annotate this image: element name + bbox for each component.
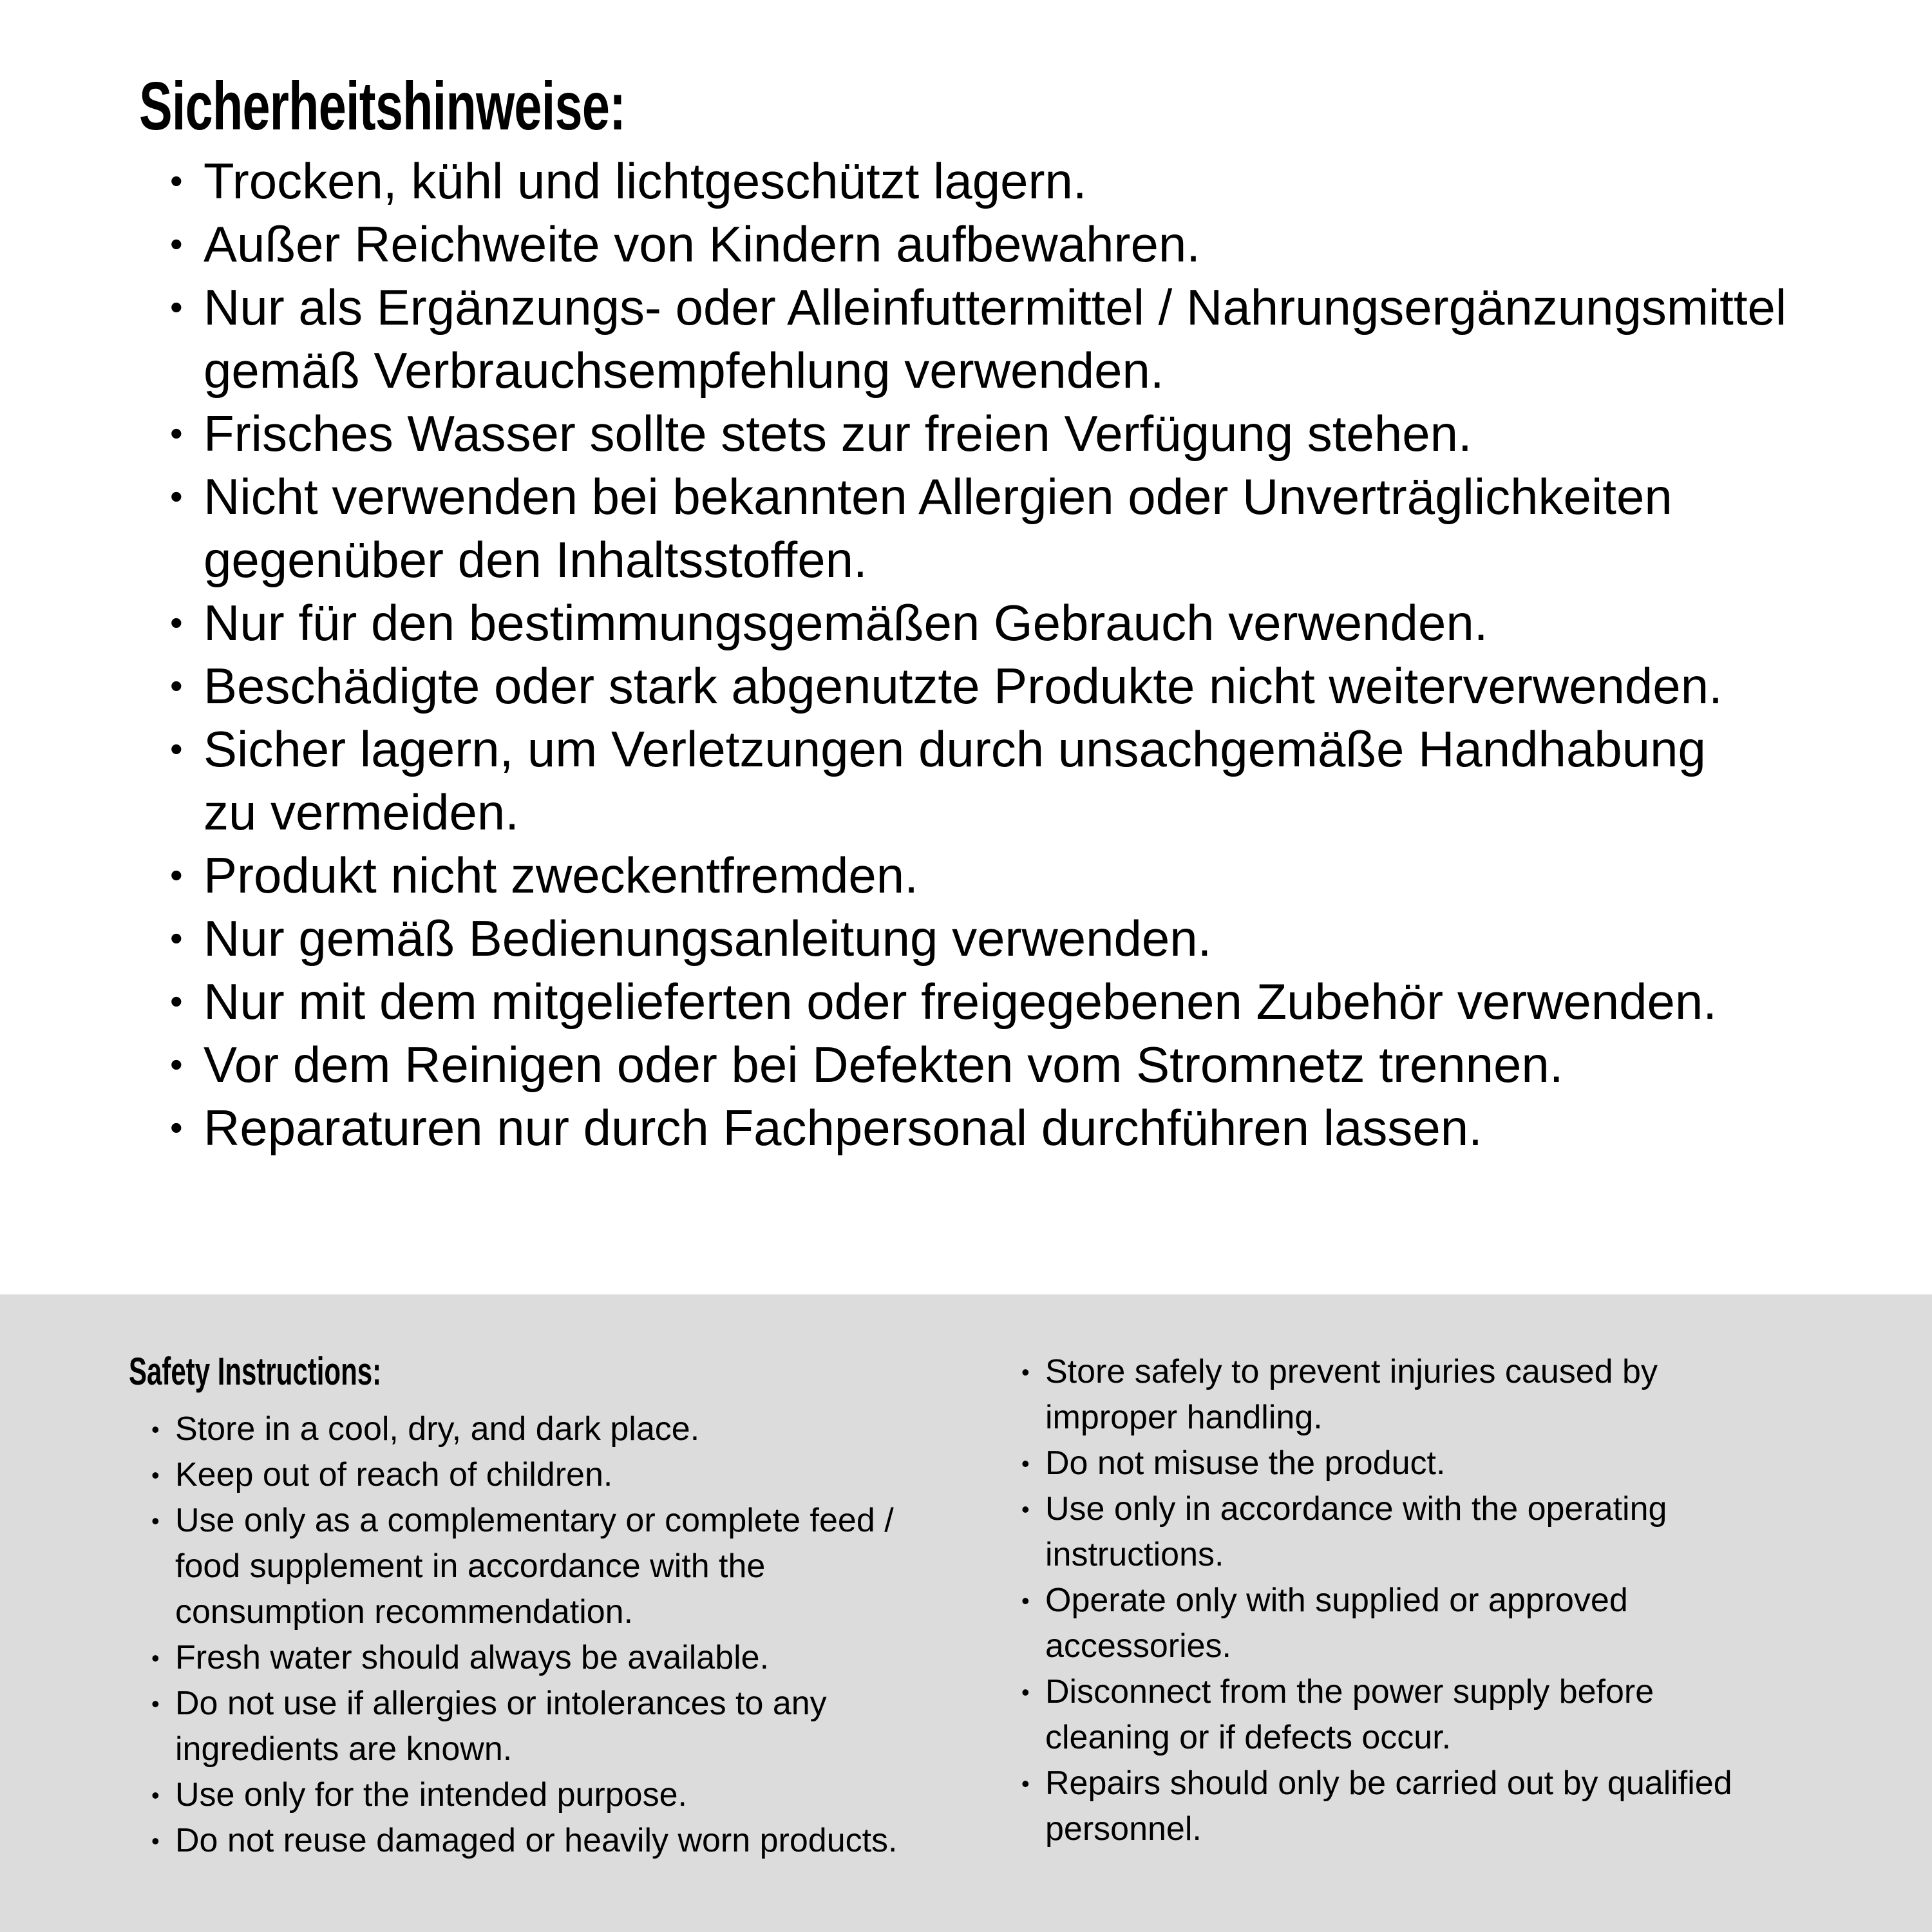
bullet-marker: •: [170, 728, 183, 769]
list-item: [151, 1772, 1018, 1818]
list-item: [170, 591, 1786, 654]
text-line: Operate only with supplied or approved: [1045, 1582, 1628, 1619]
list-item-text: [204, 591, 1488, 654]
list-item: [151, 1681, 1018, 1772]
text-line: Store safely to prevent injuries caused by: [1045, 1353, 1658, 1390]
bullet-marker: •: [151, 1462, 160, 1488]
text-line: instructions.: [1045, 1536, 1224, 1573]
list-item: [170, 465, 1786, 591]
bullet-marker: •: [170, 855, 183, 895]
text-line: Fresh water should always be available.: [175, 1639, 770, 1676]
list-item: [170, 213, 1786, 276]
bullet-marker: •: [151, 1828, 160, 1854]
bullet-marker: •: [151, 1508, 160, 1534]
list-item: [1021, 1761, 1910, 1852]
text-line: Reparaturen nur durch Fachpersonal durchführen lassen.: [204, 1099, 1482, 1156]
text-line: gegenüber den Inhaltsstoffen.: [204, 531, 867, 588]
bullet-marker: •: [170, 981, 183, 1021]
list-item: [170, 1096, 1786, 1159]
bullet-marker: •: [170, 476, 183, 516]
bullet-marker: •: [1021, 1679, 1030, 1705]
bullet-marker: •: [170, 918, 183, 958]
text-line: improper handling.: [1045, 1399, 1323, 1436]
list-item: [170, 402, 1786, 465]
list-item: [1021, 1578, 1910, 1669]
bullet-marker: •: [151, 1416, 160, 1443]
list-item-text: [1045, 1349, 1658, 1441]
list-item-text: [204, 717, 1706, 844]
text-line: ingredients are known.: [175, 1730, 513, 1768]
list-item: [151, 1406, 1018, 1452]
bullet-marker: •: [170, 602, 183, 643]
list-item-text: [204, 149, 1087, 213]
text-line: Sicher lagern, um Verletzungen durch unsachgemäße Handhabung: [204, 721, 1706, 777]
list-item-text: [204, 1096, 1482, 1159]
list-item-text: [175, 1635, 769, 1681]
bullet-marker: •: [170, 160, 183, 201]
bullet-marker: •: [151, 1690, 160, 1717]
text-line: Nicht verwenden bei bekannten Allergien oder Unverträglichkeiten: [204, 468, 1672, 525]
text-line: Disconnect from the power supply before: [1045, 1673, 1654, 1710]
list-item: [1021, 1349, 1910, 1441]
list-item: [151, 1818, 1018, 1864]
text-line: Use only for the intended purpose.: [175, 1776, 687, 1814]
list-item-text: [204, 1033, 1563, 1096]
bullet-marker: •: [170, 1107, 183, 1148]
bullet-marker: •: [170, 413, 183, 453]
text-line: Vor dem Reinigen oder bei Defekten vom Stromnetz trennen.: [204, 1036, 1564, 1093]
bullet-marker: •: [170, 1044, 183, 1084]
text-line: Do not reuse damaged or heavily worn products.: [175, 1822, 898, 1859]
list-item-text: [175, 1452, 612, 1498]
text-line: accessories.: [1045, 1627, 1231, 1665]
text-line: Store in a cool, dry, and dark place.: [175, 1410, 700, 1448]
text-line: Produkt nicht zweckentfremden.: [204, 847, 918, 904]
list-item-text: [204, 907, 1211, 970]
german-bullet-list: [170, 149, 1786, 1159]
list-item: [170, 276, 1786, 402]
text-line: Do not misuse the product.: [1045, 1444, 1446, 1482]
text-line: Nur gemäß Bedienungsanleitung verwenden.: [204, 910, 1212, 967]
list-item-text: [204, 276, 1786, 402]
list-item-text: [204, 465, 1672, 591]
list-item: [170, 907, 1786, 970]
text-line: zu vermeiden.: [204, 784, 519, 840]
bullet-marker: •: [1021, 1450, 1030, 1477]
list-item: [151, 1452, 1018, 1498]
list-item: [170, 844, 1786, 907]
english-section: [0, 1294, 1932, 1932]
bullet-marker: •: [170, 665, 183, 706]
english-right-bullet-list: [1021, 1349, 1910, 1852]
list-item-text: [175, 1681, 827, 1772]
list-item: [170, 1033, 1786, 1096]
list-item-text: [1045, 1669, 1654, 1761]
text-line: Use only in accordance with the operating: [1045, 1490, 1667, 1528]
text-line: Frisches Wasser sollte stets zur freien Verfügung stehen.: [204, 405, 1472, 462]
list-item: [170, 717, 1786, 844]
list-item: [1021, 1669, 1910, 1761]
bullet-marker: •: [170, 287, 183, 327]
english-left-column: [129, 1349, 1018, 1864]
text-line: consumption recommendation.: [175, 1593, 634, 1631]
english-heading: Safety Instructions:: [129, 1350, 382, 1393]
text-line: Repairs should only be carried out by qualified: [1045, 1765, 1732, 1802]
bullet-marker: •: [1021, 1496, 1030, 1522]
bullet-marker: •: [1021, 1587, 1030, 1614]
text-line: personnel.: [1045, 1810, 1202, 1848]
list-item-text: [175, 1498, 894, 1635]
list-item-text: [1045, 1441, 1445, 1486]
list-item-text: [204, 213, 1200, 276]
list-item: [170, 654, 1786, 717]
text-line: Außer Reichweite von Kindern aufbewahren.: [204, 216, 1200, 272]
bullet-marker: •: [1021, 1359, 1030, 1385]
german-heading: Sicherheitshinweise:: [139, 68, 626, 144]
text-line: food supplement in accordance with the: [175, 1548, 766, 1585]
list-item-text: [204, 970, 1717, 1033]
text-line: gemäß Verbrauchsempfehlung verwenden.: [204, 342, 1164, 399]
list-item-text: [1045, 1761, 1732, 1852]
english-left-bullet-list: [151, 1406, 1018, 1864]
list-item-text: [175, 1818, 898, 1864]
bullet-marker: •: [1021, 1770, 1030, 1797]
text-line: Keep out of reach of children.: [175, 1456, 613, 1493]
bullet-marker: •: [151, 1645, 160, 1671]
text-line: Nur für den bestimmungsgemäßen Gebrauch verwenden.: [204, 594, 1488, 651]
text-line: Nur mit dem mitgelieferten oder freigegebenen Zubehör verwenden.: [204, 973, 1717, 1030]
text-line: Beschädigte oder stark abgenutzte Produkte nicht weiterverwenden.: [204, 658, 1723, 714]
list-item-text: [204, 844, 918, 907]
text-line: Trocken, kühl und lichtgeschützt lagern.: [204, 153, 1087, 209]
text-line: Use only as a complementary or complete feed /: [175, 1502, 894, 1539]
list-item-text: [1045, 1578, 1628, 1669]
list-item: [1021, 1441, 1910, 1486]
list-item: [151, 1498, 1018, 1635]
list-item: [170, 149, 1786, 213]
english-right-column: [1021, 1349, 1910, 1852]
list-item-text: [204, 402, 1472, 465]
bullet-marker: •: [170, 223, 183, 264]
list-item-text: [175, 1406, 699, 1452]
list-item: [1021, 1486, 1910, 1578]
text-line: Do not use if allergies or intolerances to any: [175, 1685, 827, 1722]
bullet-marker: •: [151, 1782, 160, 1808]
list-item-text: [1045, 1486, 1667, 1578]
text-line: Nur als Ergänzungs- oder Alleinfuttermittel / Nahrungsergänzungsmittel: [204, 279, 1787, 336]
text-line: cleaning or if defects occur.: [1045, 1719, 1452, 1756]
list-item-text: [175, 1772, 687, 1818]
list-item: [151, 1635, 1018, 1681]
list-item-text: [204, 654, 1723, 717]
list-item: [170, 970, 1786, 1033]
